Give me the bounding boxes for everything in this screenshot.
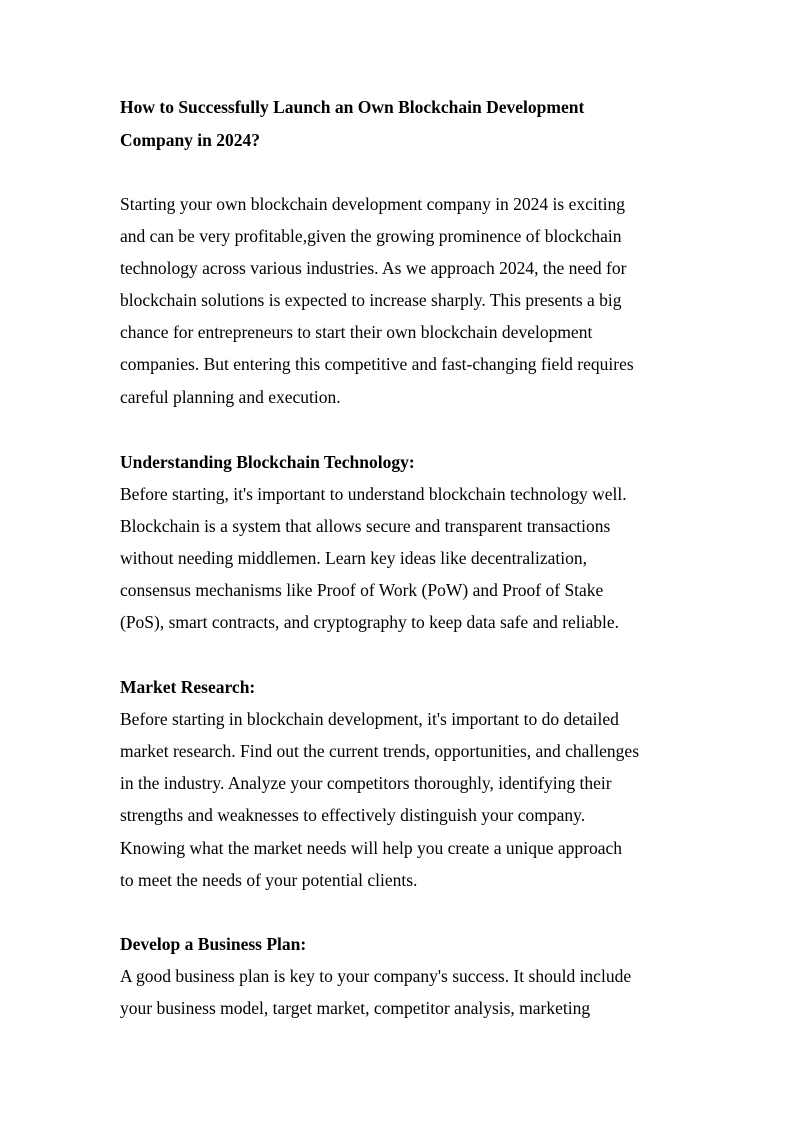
intro-line-1: Starting your own blockchain development company in 2024 is exciting bbox=[120, 194, 625, 214]
section-1-line-5: (PoS), smart contracts, and cryptography to keep data safe and reliable. bbox=[120, 612, 620, 632]
section-2-line-6: to meet the needs of your potential clients. bbox=[120, 870, 418, 890]
section-3-line-2: your business model, target market, competitor analysis, marketing bbox=[120, 998, 591, 1018]
section-heading-business-plan: Develop a Business Plan: bbox=[120, 934, 307, 954]
section-3-line-1: A good business plan is key to your company's success. It should include bbox=[120, 966, 632, 986]
document-title-line-1: How to Successfully Launch an Own Blockchain Development bbox=[120, 97, 585, 117]
section-2-line-3: in the industry. Analyze your competitors thoroughly, identifying their bbox=[120, 773, 612, 793]
section-2-line-5: Knowing what the market needs will help you create a unique approach bbox=[120, 838, 622, 858]
intro-line-3: technology across various industries. As we approach 2024, the need for bbox=[120, 258, 627, 278]
section-1-line-2: Blockchain is a system that allows secure and transparent transactions bbox=[120, 516, 611, 536]
section-2-line-4: strengths and weaknesses to effectively distinguish your company. bbox=[120, 805, 586, 825]
intro-line-2: and can be very profitable,given the growing prominence of blockchain bbox=[120, 226, 622, 246]
section-2-line-2: market research. Find out the current trends, opportunities, and challenges bbox=[120, 741, 640, 761]
intro-line-5: chance for entrepreneurs to start their own blockchain development bbox=[120, 322, 593, 342]
document-title-line-2: Company in 2024? bbox=[120, 130, 261, 150]
intro-line-4: blockchain solutions is expected to increase sharply. This presents a big bbox=[120, 290, 622, 310]
section-heading-understanding-blockchain: Understanding Blockchain Technology: bbox=[120, 452, 415, 472]
section-heading-market-research: Market Research: bbox=[120, 677, 256, 697]
section-1-line-1: Before starting, it's important to understand blockchain technology well. bbox=[120, 484, 627, 504]
section-1-line-3: without needing middlemen. Learn key ideas like decentralization, bbox=[120, 548, 587, 568]
intro-line-7: careful planning and execution. bbox=[120, 387, 341, 407]
intro-line-6: companies. But entering this competitive and fast-changing field requires bbox=[120, 354, 634, 374]
section-2-line-1: Before starting in blockchain development, it's important to do detailed bbox=[120, 709, 619, 729]
section-1-line-4: consensus mechanisms like Proof of Work (PoW) and Proof of Stake bbox=[120, 580, 604, 600]
